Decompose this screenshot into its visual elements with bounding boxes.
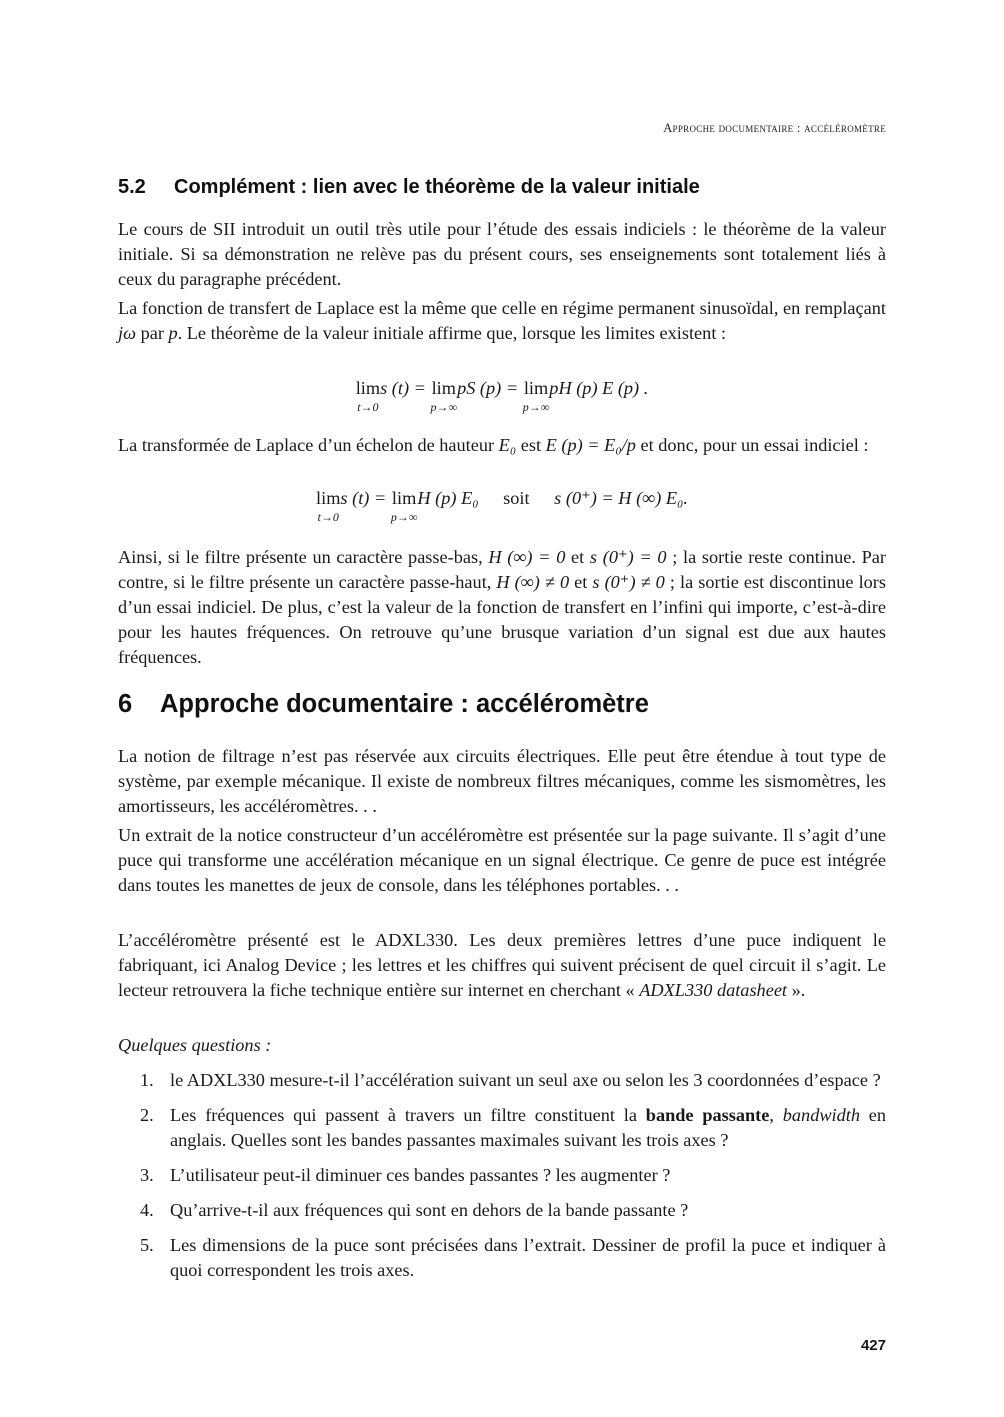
list-item: 5. Les dimensions de la puce sont précisées dans l’extrait. Dessiner de profil la puce et indiquer à quoi correspondent les trois axes. <box>140 1235 886 1280</box>
paragraph-text: La notion de filtrage n’est pas réservée aux circuits électriques. Elle peut être étendue à tout type de système, par exemple mécanique. Il existe de nombreux filtres mécaniques, comme les sismomètres, les amortisseurs, les accéléromètres. . . <box>118 746 886 816</box>
list-item: 3. L’utilisateur peut-il diminuer ces bandes passantes ? les augmenter ? <box>140 1165 671 1185</box>
list-item: 2. Les fréquences qui passent à travers un filtre constituent la bande passante, bandwidth en anglais. Quelles sont les bandes passantes maximales suivant les trois axes ? <box>140 1105 887 1150</box>
question-list <box>118 1068 886 1283</box>
list-item: 4. Qu’arrive-t-il aux fréquences qui sont en dehors de la bande passante ? <box>140 1200 689 1220</box>
section-title: Approche documentaire : accéléromètre <box>160 690 649 718</box>
paragraph-text: Un extrait de la notice constructeur d’un accéléromètre est présentée sur la page suivante. Il s’agit d’une puce qui transforme une accélération mécanique en un signal électrique. Ce genre de puce est intégrée dans toutes les manettes de jeux de console, dans les téléphones portables. . . <box>118 825 886 895</box>
paragraph <box>118 928 886 1003</box>
paragraph-text: Le cours de SII introduit un outil très utile pour l’étude des essais indiciels : le théorème de la valeur initiale. Si sa démonstration ne relève pas du présent cours, ses enseignements sont totalement liés à ceux du paragraphe précédent. <box>118 219 886 289</box>
list-item: 1. le ADXL330 mesure-t-il l’accélération suivant un seul axe ou selon les 3 coordonnées d’espace ? <box>140 1070 881 1090</box>
section-heading <box>118 690 649 719</box>
paragraph <box>118 744 886 819</box>
subsection-number: 5.2 <box>118 176 146 198</box>
section-number: 6 <box>118 690 133 718</box>
paragraph <box>118 217 886 292</box>
running-header: Approche documentaire : accéléromètre <box>663 121 886 135</box>
subsection-title: Complément : lien avec le théorème de la valeur initiale <box>174 176 700 198</box>
questions-title: Quelques questions : <box>118 1035 272 1055</box>
page-number: 427 <box>860 1337 886 1354</box>
paragraph-text: Ainsi, si le filtre présente un caractère passe-bas, H (∞) = 0 et s (0⁺) = 0 ; la sortie reste continue. Par contre, si le filtre présente un caractère passe-haut, H (∞) ≠ 0 et s (0⁺) ≠ 0 ; la sortie est discontinue lors d’un essai indiciel. De plus, c’est la valeur de la fonction de transfert en l’infini qui importe, c’est-à-dire pour les hautes fréquences. On retrouve qu’une brusque variation d’un signal est due aux hautes fréquences. <box>118 547 887 667</box>
paragraph <box>118 296 886 346</box>
paragraph <box>118 823 886 898</box>
paragraph-text: L’accéléromètre présenté est le ADXL330. Les deux premières lettres d’une puce indiquent le fabriquant, ici Analog Device ; les lettres et les chiffres qui suivent précisent de quel circuit il s’agit. Le lecteur retrouvera la fiche technique entière sur internet en cherchant « ADXL330 datasheet ». <box>118 930 886 1000</box>
subsection-heading <box>118 176 700 199</box>
paragraph <box>118 433 886 458</box>
paragraph <box>118 545 886 670</box>
equation-initial-value-theorem: lim t→0 s (t) = lim p→∞ pS (p) = lim p→∞ pH (p) E (p) . <box>355 378 649 414</box>
paragraph-text: La transformée de Laplace d’un échelon de hauteur E₀ est E (p) = E₀/p et donc, pour un essai indiciel : <box>118 435 869 455</box>
equation-step-response: lim t→0 s (t) = lim p→∞ H (p) E₀ soit s (0⁺) = H (∞) E₀. <box>316 488 688 524</box>
paragraph-text: La fonction de transfert de Laplace est la même que celle en régime permanent sinusoïdal, en remplaçant jω par p. Le théorème de la valeur initiale affirme que, lorsque les limites existent : <box>118 298 886 343</box>
